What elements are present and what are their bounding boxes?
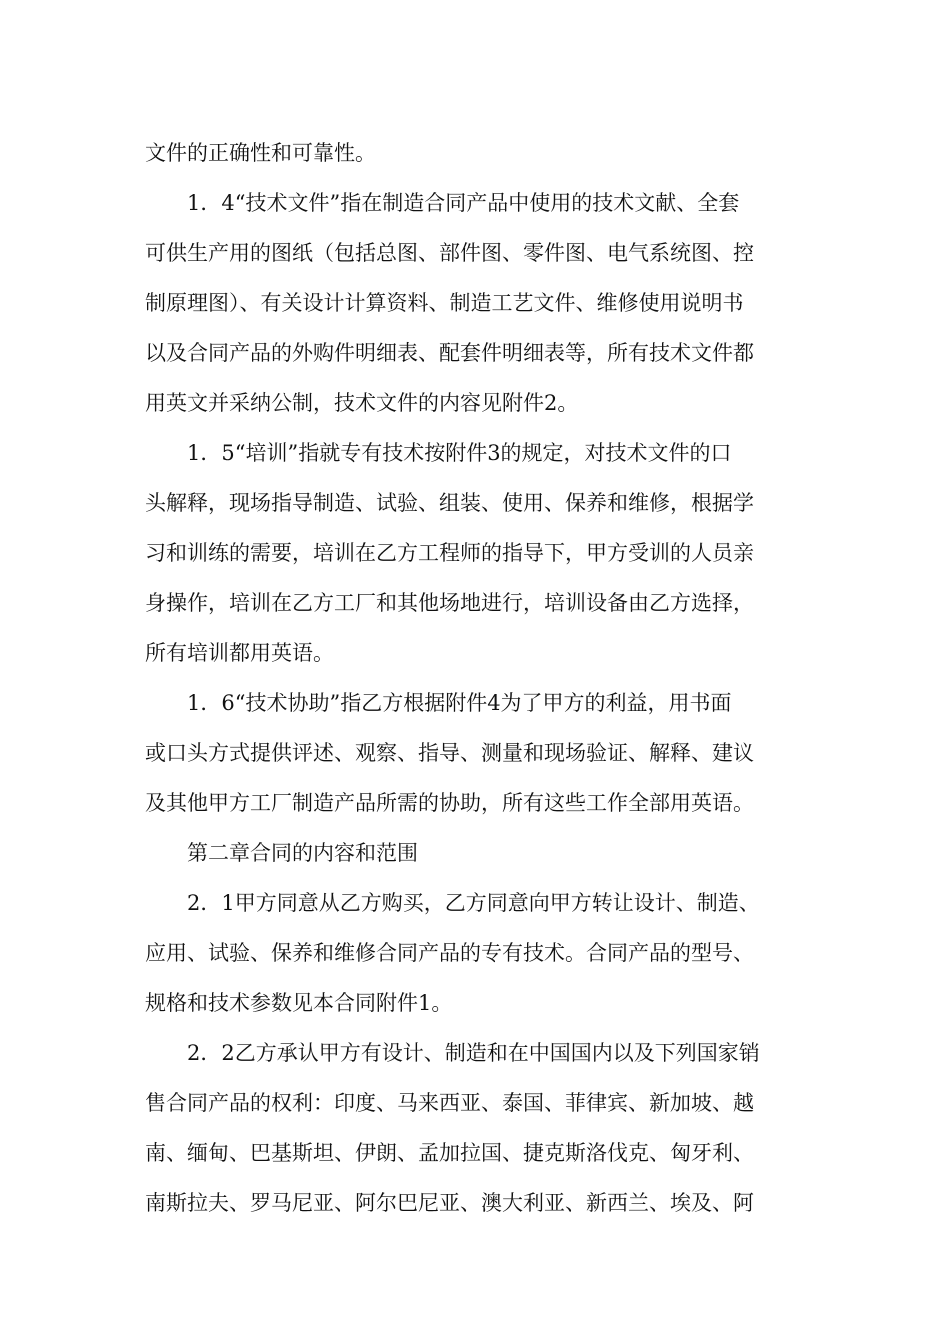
text-line: 身操作，培训在乙方工厂和其他场地进行，培训设备由乙方选择， [145,591,754,615]
text-line: 用英文并采纳公制，技术文件的内容见附件2。 [145,391,579,415]
text-line: 可供生产用的图纸（包括总图、部件图、零件图、电气系统图、控 [145,241,754,265]
text-line: 售合同产品的权利：印度、马来西亚、泰国、菲律宾、新加坡、越 [145,1091,754,1115]
section-2-1-line: 2．1甲方同意从乙方购买，乙方同意向甲方转让设计、制造、 [187,891,760,915]
text-line: 规格和技术参数见本合同附件1。 [145,991,453,1015]
text-line: 南斯拉夫、罗马尼亚、阿尔巴尼亚、澳大利亚、新西兰、埃及、阿 [145,1191,754,1215]
text-line: 或口头方式提供评述、观察、指导、测量和现场验证、解释、建议 [145,741,754,765]
text-line: 制原理图）、有关设计计算资料、制造工艺文件、维修使用说明书 [145,291,744,315]
text-line: 习和训练的需要，培训在乙方工程师的指导下，甲方受训的人员亲 [145,541,754,565]
section-1-5-line: 1．5“培训”指就专有技术按附件3的规定，对技术文件的口 [187,441,732,465]
section-2-2-line: 2．2乙方承认甲方有设计、制造和在中国国内以及下列国家销 [187,1041,760,1065]
section-1-4-line: 1．4“技术文件”指在制造合同产品中使用的技术文献、全套 [187,191,740,215]
section-1-6-line: 1．6“技术协助”指乙方根据附件4为了甲方的利益，用书面 [187,691,732,715]
text-line: 及其他甲方工厂制造产品所需的协助，所有这些工作全部用英语。 [145,791,754,815]
chapter-heading: 第二章合同的内容和范围 [187,841,418,865]
text-line: 应用、试验、保养和维修合同产品的专有技术。合同产品的型号、 [145,941,754,965]
text-line: 以及合同产品的外购件明细表、配套件明细表等，所有技术文件都 [145,341,754,365]
text-line: 所有培训都用英语。 [145,641,334,665]
text-line: 头解释，现场指导制造、试验、组装、使用、保养和维修，根据学 [145,491,754,515]
text-line: 文件的正确性和可靠性。 [145,141,376,165]
text-line: 南、缅甸、巴基斯坦、伊朗、孟加拉国、捷克斯洛伐克、匈牙利、 [145,1141,754,1165]
